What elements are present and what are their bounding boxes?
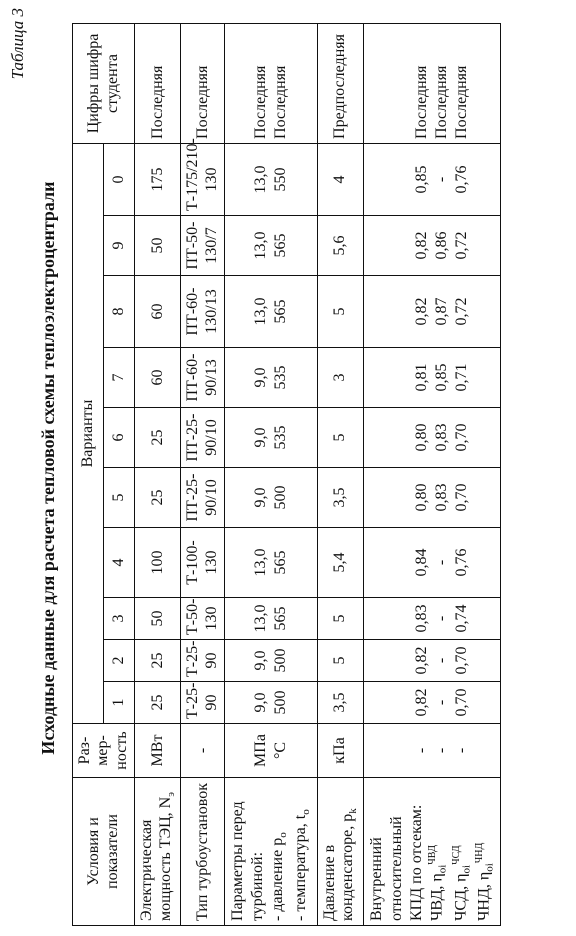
value-cell: 5 [318, 276, 364, 348]
value-cell: 9,0 535 [225, 348, 318, 408]
value-cell: 5 [318, 408, 364, 468]
value-cell: 0,83 - 0,74 [364, 598, 501, 640]
value-cell: 0,80 0,83 0,70 [364, 468, 501, 528]
value-cell: ПТ-60-90/13 [181, 348, 225, 408]
variant-number: 1 [104, 682, 135, 724]
value-cell: 60 [135, 348, 181, 408]
digit-cell: Последняя [181, 23, 225, 143]
table-row-turbine [181, 23, 225, 925]
value-cell: 0,84 - 0,76 [364, 528, 501, 598]
pressure-label: - давление $p_о$ [269, 832, 290, 921]
value-cell: 0,85 - 0,76 [364, 143, 501, 215]
lp-efficiency-label: ЧНД, $\eta_{oi}^{ЧНД}$ [473, 842, 496, 921]
unit-cell: МПа °С [225, 724, 318, 778]
value-cell: 13,0 565 [225, 528, 318, 598]
value-cell: 0,82 - 0,70 [364, 640, 501, 682]
value-cell: 5,6 [318, 216, 364, 276]
header-row [73, 23, 104, 925]
table-row-power [135, 23, 181, 925]
value-cell: ПТ-25-90/10 [181, 408, 225, 468]
header-variants: Варианты [73, 143, 104, 723]
table-title: Исходные данные для расчета тепловой схемы теплоэлектроцентрали [38, 181, 58, 755]
value-cell: Т-25-90 [181, 682, 225, 724]
row-label-parameters [225, 778, 318, 926]
value-cell: 3 [318, 348, 364, 408]
unit-cell: - - - [364, 724, 501, 778]
value-cell: 9,0 500 [225, 468, 318, 528]
unit-cell: кПа [318, 724, 364, 778]
row-label-turbine: Тип турбоустановок [181, 778, 225, 926]
hp-efficiency-label: ЧВД, $\eta_{oi}^{ЧВД}$ [427, 845, 449, 921]
variant-number: 0 [104, 143, 135, 215]
row-label-efficiency [364, 778, 501, 926]
value-cell: 25 [135, 468, 181, 528]
value-cell: 5 [318, 598, 364, 640]
variant-number: 5 [104, 468, 135, 528]
variant-number: 4 [104, 528, 135, 598]
value-cell: 3,5 [318, 682, 364, 724]
header-dimension: Раз-мер-ность [73, 724, 135, 778]
digit-cell: Последняя [135, 23, 181, 143]
digit-cell: Последняя Последняя Последняя [364, 23, 501, 143]
variant-number: 2 [104, 640, 135, 682]
variant-number: 6 [104, 408, 135, 468]
value-cell: ПТ-25-90/10 [181, 468, 225, 528]
value-cell: 60 [135, 276, 181, 348]
data-table [72, 23, 501, 926]
value-cell: 9,0 500 [225, 640, 318, 682]
variant-number: 3 [104, 598, 135, 640]
value-cell: ПТ-50-130/7 [181, 216, 225, 276]
value-cell: 175 [135, 143, 181, 215]
value-cell: 13,0 550 [225, 143, 318, 215]
value-cell: 9,0 500 [225, 682, 318, 724]
parameters-heading: Параметры перед турбиной: [229, 801, 267, 921]
value-cell: 100 [135, 528, 181, 598]
value-cell: 0,82 - 0,70 [364, 682, 501, 724]
row-label-power: Электрическая мощность ТЭЦ, $N_э$ [135, 778, 181, 926]
value-cell: 9,0 535 [225, 408, 318, 468]
value-cell: 25 [135, 640, 181, 682]
temperature-label: - температура, $t_о$ [292, 809, 313, 921]
table-row-condenser [318, 23, 364, 925]
value-cell: 0,82 0,87 0,72 [364, 276, 501, 348]
value-cell: 5,4 [318, 528, 364, 598]
value-cell: Т-100-130 [181, 528, 225, 598]
variant-number: 8 [104, 276, 135, 348]
value-cell: ПТ-60-130/13 [181, 276, 225, 348]
table-number-label: Таблица 3 [8, 8, 27, 80]
digit-cell: Предпоследняя [318, 23, 364, 143]
value-cell: 4 [318, 143, 364, 215]
value-cell: 5 [318, 640, 364, 682]
value-cell: 0,81 0,85 0,71 [364, 348, 501, 408]
value-cell: 25 [135, 408, 181, 468]
value-cell: 3,5 [318, 468, 364, 528]
variant-number: 7 [104, 348, 135, 408]
digit-cell: Последняя Последняя [225, 23, 318, 143]
value-cell: 13,0 565 [225, 276, 318, 348]
table-row-efficiency [364, 23, 501, 925]
value-cell: 0,80 0,83 0,70 [364, 408, 501, 468]
value-cell: 0,82 0,86 0,72 [364, 216, 501, 276]
value-cell: Т-25-90 [181, 640, 225, 682]
ip-efficiency-label: ЧСД, $\eta_{oi}^{ЧСД}$ [450, 845, 473, 921]
value-cell: Т-50-130 [181, 598, 225, 640]
value-cell: 25 [135, 682, 181, 724]
table-row-parameters [225, 23, 318, 925]
value-cell: 13,0 565 [225, 598, 318, 640]
value-cell: Т-175/210-130 [181, 143, 225, 215]
value-cell: 50 [135, 598, 181, 640]
row-label-condenser: Давление в конденсаторе, $p_k$ [318, 778, 364, 926]
header-conditions: Условия и показатели [73, 778, 135, 926]
variant-number: 9 [104, 216, 135, 276]
unit-cell: МВт [135, 724, 181, 778]
value-cell: 50 [135, 216, 181, 276]
unit-cell: - [181, 724, 225, 778]
value-cell: 13,0 565 [225, 216, 318, 276]
efficiency-heading: Внутренний относительный КПД по отсекам: [368, 804, 426, 921]
header-digits: Цифры шифра студента [73, 23, 135, 143]
